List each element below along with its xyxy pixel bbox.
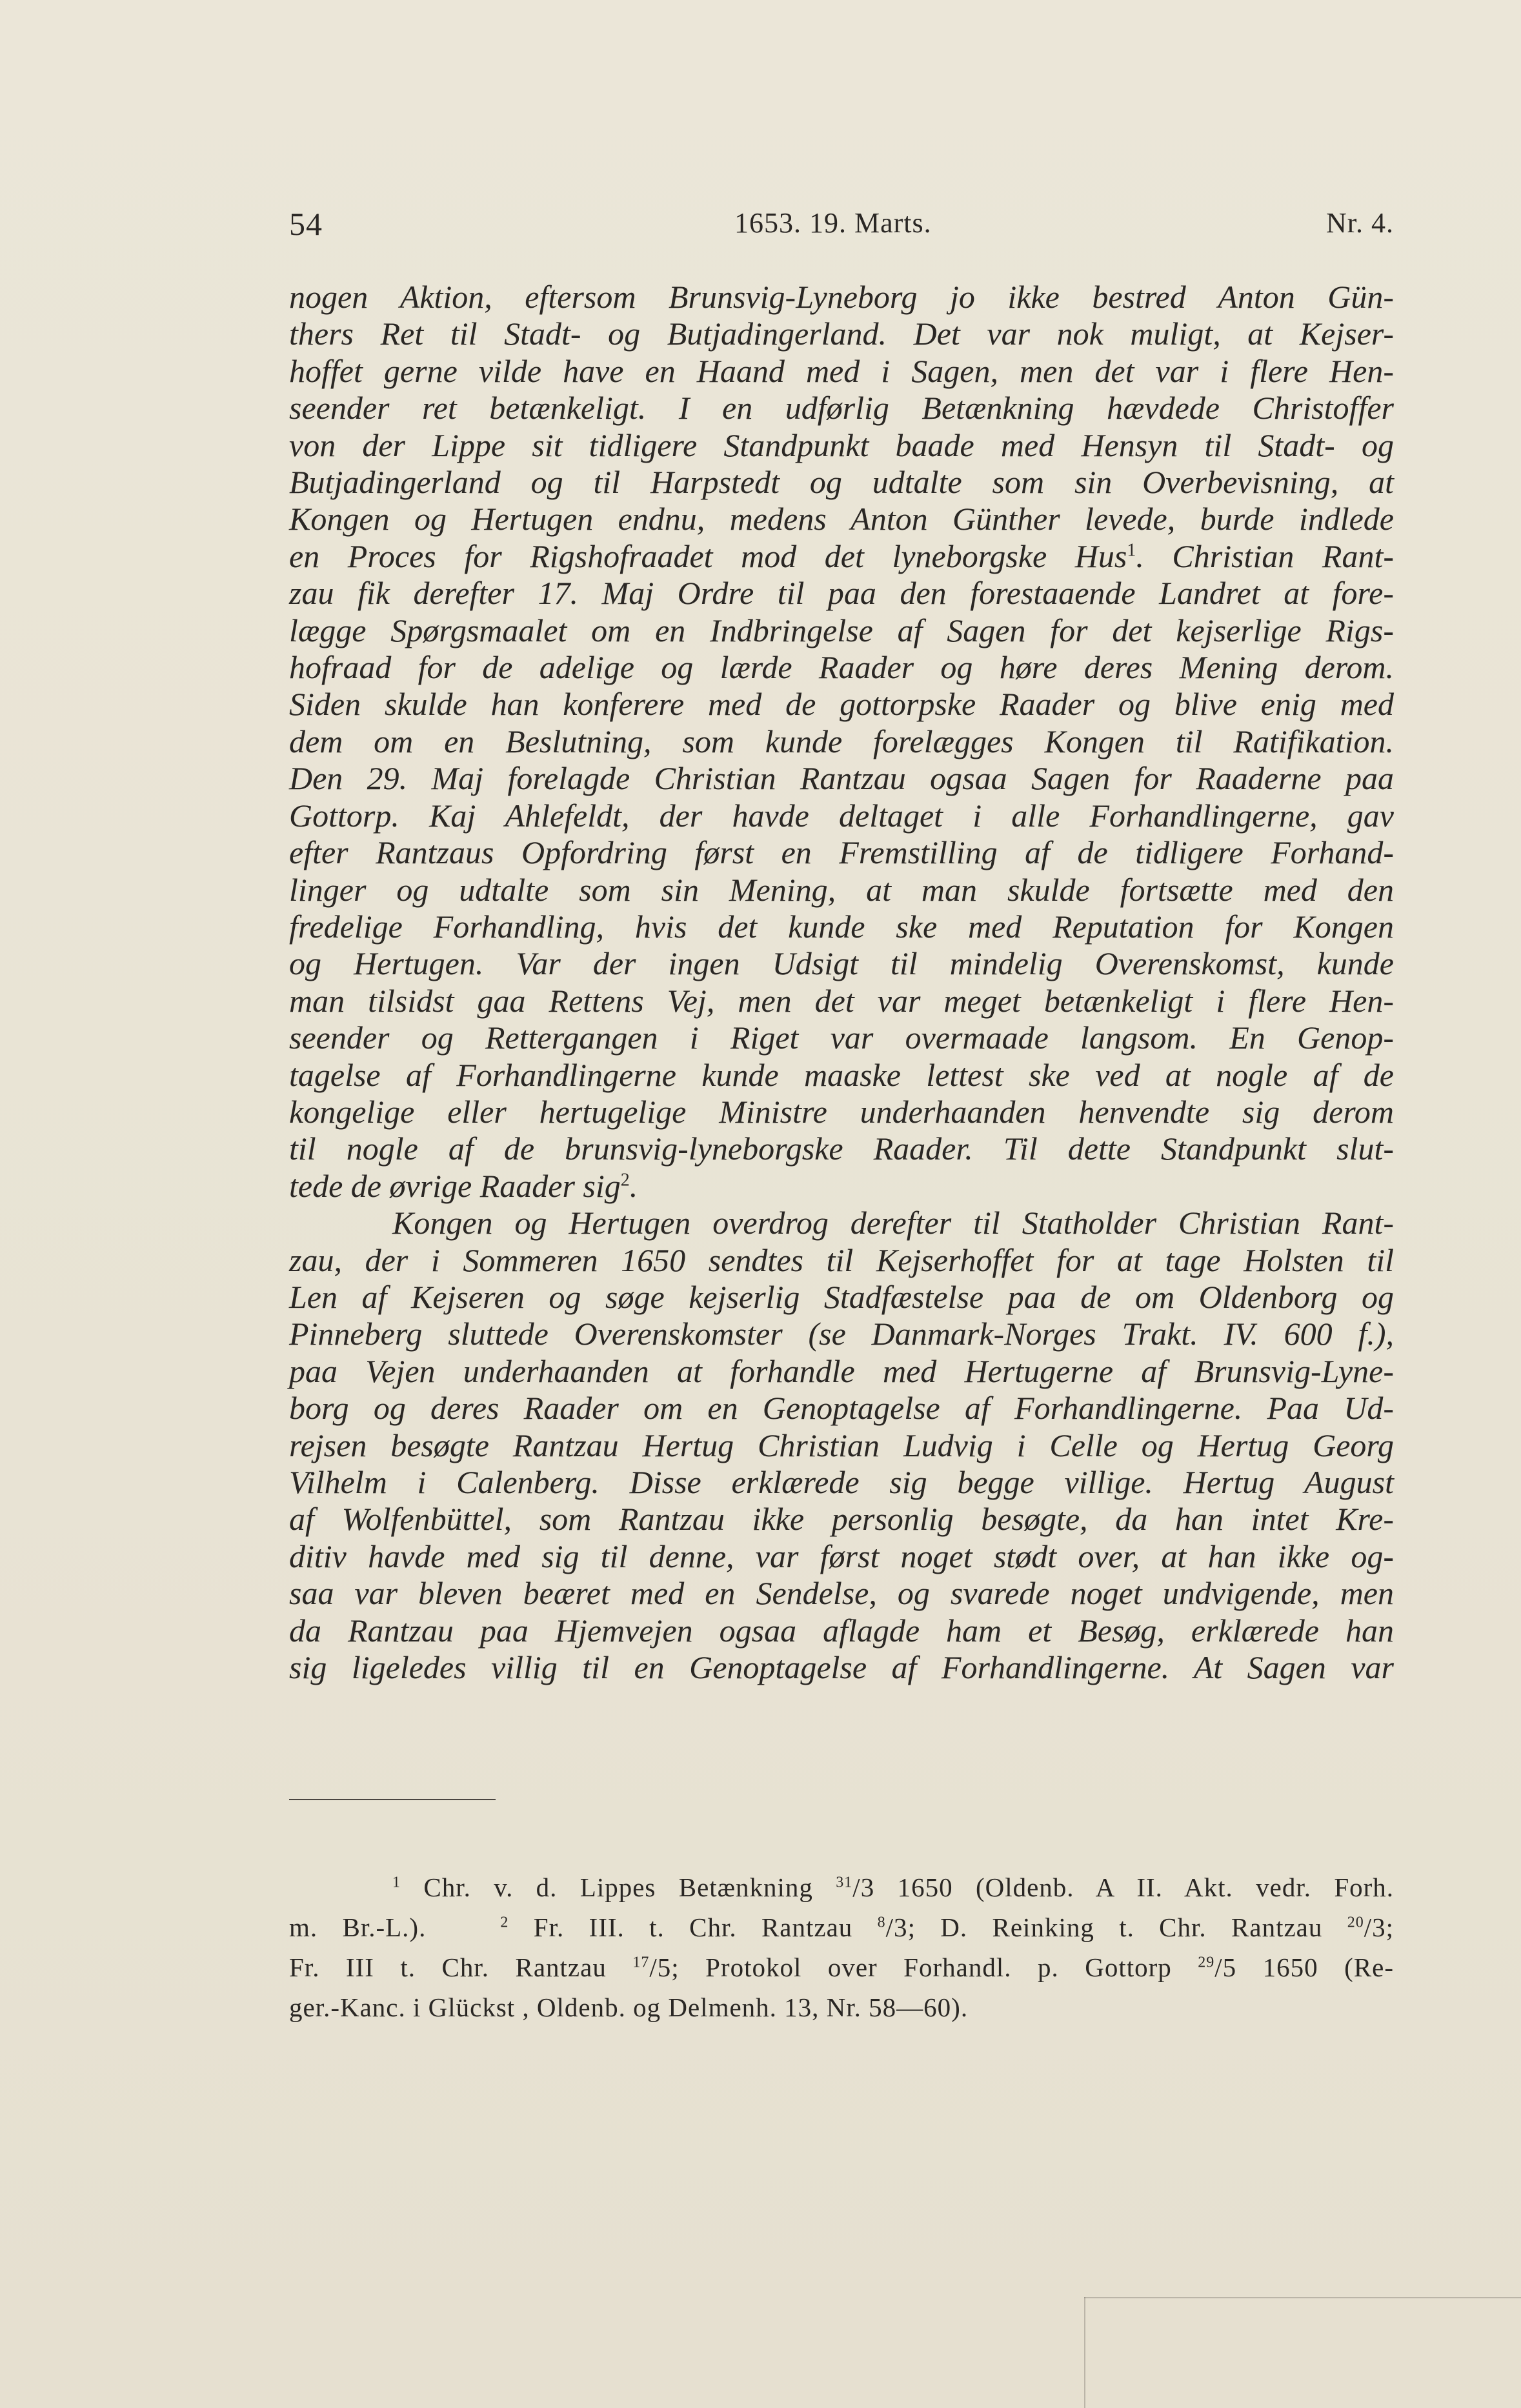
text-segment: Chr. v. d. Lippes Betænkning — [423, 1872, 813, 1902]
text-segment: Fr. III. t. Chr. Rantzau — [533, 1912, 853, 1942]
text-line: von der Lippe sit tidligere Standpunkt baade med Hensyn til Stadt- og — [289, 426, 1394, 463]
date-denominator: /3 — [885, 1912, 908, 1942]
text-segment: Fr. III t. Chr. Rantzau — [289, 1952, 607, 1982]
text-segment: 1650 (Re- — [1262, 1952, 1395, 1982]
text-line: rejsen besøgte Rantzau Hertug Christian Ludvig i Celle og Hertug Georg — [289, 1427, 1394, 1463]
text-line: seender ret betænkeligt. I en udførlig Betænkning hævdede Christoffer — [289, 390, 1394, 426]
text-line: da Rantzau paa Hjemvejen ogsaa aflagde ham et Besøg, erklærede han — [289, 1612, 1394, 1649]
date-denominator: /5 — [1214, 1952, 1237, 1982]
text-line: Gottorp. Kaj Ahlefeldt, der havde deltaget i alle Forhandlingerne, gav — [289, 797, 1394, 834]
footnote-line — [289, 1947, 1394, 1987]
text-line: linger og udtalte som sin Mening, at man skulde fortsætte med den — [289, 871, 1394, 908]
text-segment: ; D. Reinking t. Chr. Rantzau — [907, 1912, 1323, 1942]
footnote-divider — [289, 1799, 496, 1800]
text-line: sig ligeledes villig til en Genoptagelse af Forhandlingerne. At Sagen var — [289, 1649, 1394, 1686]
text-line: Den 29. Maj forelagde Christian Rantzau ogsaa Sagen for Raaderne paa — [289, 760, 1394, 797]
text-line: zau fik derefter 17. Maj Ordre til paa den forestaaende Landret at fore- — [289, 575, 1394, 612]
text-line: tagelse af Forhandlingerne kunde maaske lettest ske ved at nogle af de — [289, 1056, 1394, 1093]
footnote-mark: 1 — [392, 1874, 401, 1891]
page-number: 54 — [289, 206, 323, 242]
text-segment: . — [629, 1167, 638, 1204]
text-line: lægge Spørgsmaalet om en Indbringelse af Sagen for det kejserlige Rigs- — [289, 612, 1394, 648]
text-line: Len af Kejseren og søge kejserlig Stadfæstelse paa de om Oldenborg og — [289, 1278, 1394, 1315]
text-line: ditiv havde med sig til denne, var først noget stødt over, at han ikke og- — [289, 1538, 1394, 1574]
text-segment: tede de øvrige Raader sig — [289, 1167, 621, 1204]
page-header — [289, 205, 1394, 250]
text-line: fredelige Forhandling, hvis det kunde ske med Reputation for Kongen — [289, 908, 1394, 945]
text-line: zau, der i Sommeren 1650 sendtes til Kejserhoffet for at tage Holsten til — [289, 1241, 1394, 1278]
text-line: Kongen og Hertugen overdrog derefter til Statholder Christian Rant- — [392, 1205, 1394, 1241]
footnote-line — [289, 1907, 1394, 1947]
footnote-line: ger.-Kanc. i Glückst , Oldenb. og Delmenh. 13, Nr. 58—60). — [289, 1992, 969, 2022]
text-line: til nogle af de brunsvig-lyneborgske Raader. Til dette Standpunkt slut- — [289, 1130, 1394, 1167]
text-line: nogen Aktion, eftersom Brunsvig-Lyneborg jo ikke bestred Anton Gün- — [289, 279, 1394, 315]
text-line: kongelige eller hertugelige Ministre underhaanden henvendte sig derom — [289, 1093, 1394, 1130]
text-line: af Wolfenbüttel, som Rantzau ikke personlig besøgte, da han intet Kre- — [289, 1501, 1394, 1538]
document-number: Nr. 4. — [1326, 207, 1394, 239]
text-line: hoffet gerne vilde have en Haand med i Sagen, men det var i flere Hen- — [289, 352, 1394, 389]
text-line — [289, 538, 1394, 575]
header-date: 1653. 19. Marts. — [734, 207, 932, 239]
main-text — [289, 279, 1394, 1686]
text-line: dem om en Beslutning, som kunde forelægges Kongen til Ratifikation. — [289, 723, 1394, 759]
text-line: borg og deres Raader om en Genoptagelse af Forhandlingerne. Paa Ud- — [289, 1390, 1394, 1427]
text-line: Vilhelm i Calenberg. Disse erklærede sig begge villige. Hertug August — [289, 1464, 1394, 1500]
footnotes — [289, 1867, 1394, 2027]
text-segment: en Proces for Rigshofraadet mod det lyneborgske Hus — [289, 537, 1127, 574]
date-numerator: 8 — [877, 1914, 886, 1931]
text-line: paa Vejen underhaanden at forhandle med Hertugerne af Brunsvig-Lyne- — [289, 1352, 1394, 1389]
text-segment: ; Protokol over Forhandl. p. Gottorp — [671, 1952, 1172, 1982]
text-line: Siden skulde han konferere med de gottorpske Raader og blive enig med — [289, 686, 1394, 723]
footnote-line — [289, 1867, 1394, 1907]
date-numerator: 29 — [1198, 1954, 1215, 1971]
text-line: og Hertugen. Var der ingen Udsigt til mindelig Overenskomst, kunde — [289, 945, 1394, 982]
text-line: Pinneberg sluttede Overenskomster (se Danmark-Norges Trakt. IV. 600 f.), — [289, 1316, 1394, 1352]
footnote-mark: 2 — [500, 1914, 509, 1931]
text-line: efter Rantzaus Opfordring først en Fremstilling af de tidligere Forhand- — [289, 834, 1394, 871]
date-numerator: 31 — [836, 1874, 853, 1891]
date-denominator: /5 — [649, 1952, 672, 1982]
text-line: hofraad for de adelige og lærde Raader og høre deres Mening derom. — [289, 649, 1394, 686]
text-line: saa var bleven beæret med en Sendelse, og svarede noget undvigende, men — [289, 1575, 1394, 1612]
text-segment: m. Br.-L.). — [289, 1912, 427, 1942]
text-line — [289, 1168, 1394, 1205]
text-line: man tilsidst gaa Rettens Vej, men det var meget betænkeligt i flere Hen- — [289, 982, 1394, 1019]
scan-crease-mark — [1084, 2297, 1085, 2408]
text-segment: ; — [1385, 1912, 1395, 1942]
date-numerator: 20 — [1347, 1914, 1364, 1931]
date-denominator: /3 — [852, 1872, 875, 1902]
scan-crease-mark — [1084, 2297, 1521, 2298]
footnote-ref: 2 — [620, 1170, 630, 1190]
date-denominator: /3 — [1364, 1912, 1386, 1942]
text-line: thers Ret til Stadt- og Butjadingerland. Det var nok muligt, at Kejser- — [289, 316, 1394, 352]
text-segment: 1650 (Oldenb. A II. Akt. vedr. Forh. — [897, 1872, 1395, 1902]
text-line: Butjadingerland og til Harpstedt og udtalte som sin Overbevisning, at — [289, 464, 1394, 501]
text-segment: . Christian Rant- — [1136, 537, 1394, 574]
footnote-ref: 1 — [1127, 540, 1136, 561]
text-line: Kongen og Hertugen endnu, medens Anton Günther levede, burde indlede — [289, 501, 1394, 537]
text-line: seender og Rettergangen i Riget var overmaade langsom. En Genop- — [289, 1019, 1394, 1056]
date-numerator: 17 — [632, 1954, 650, 1971]
